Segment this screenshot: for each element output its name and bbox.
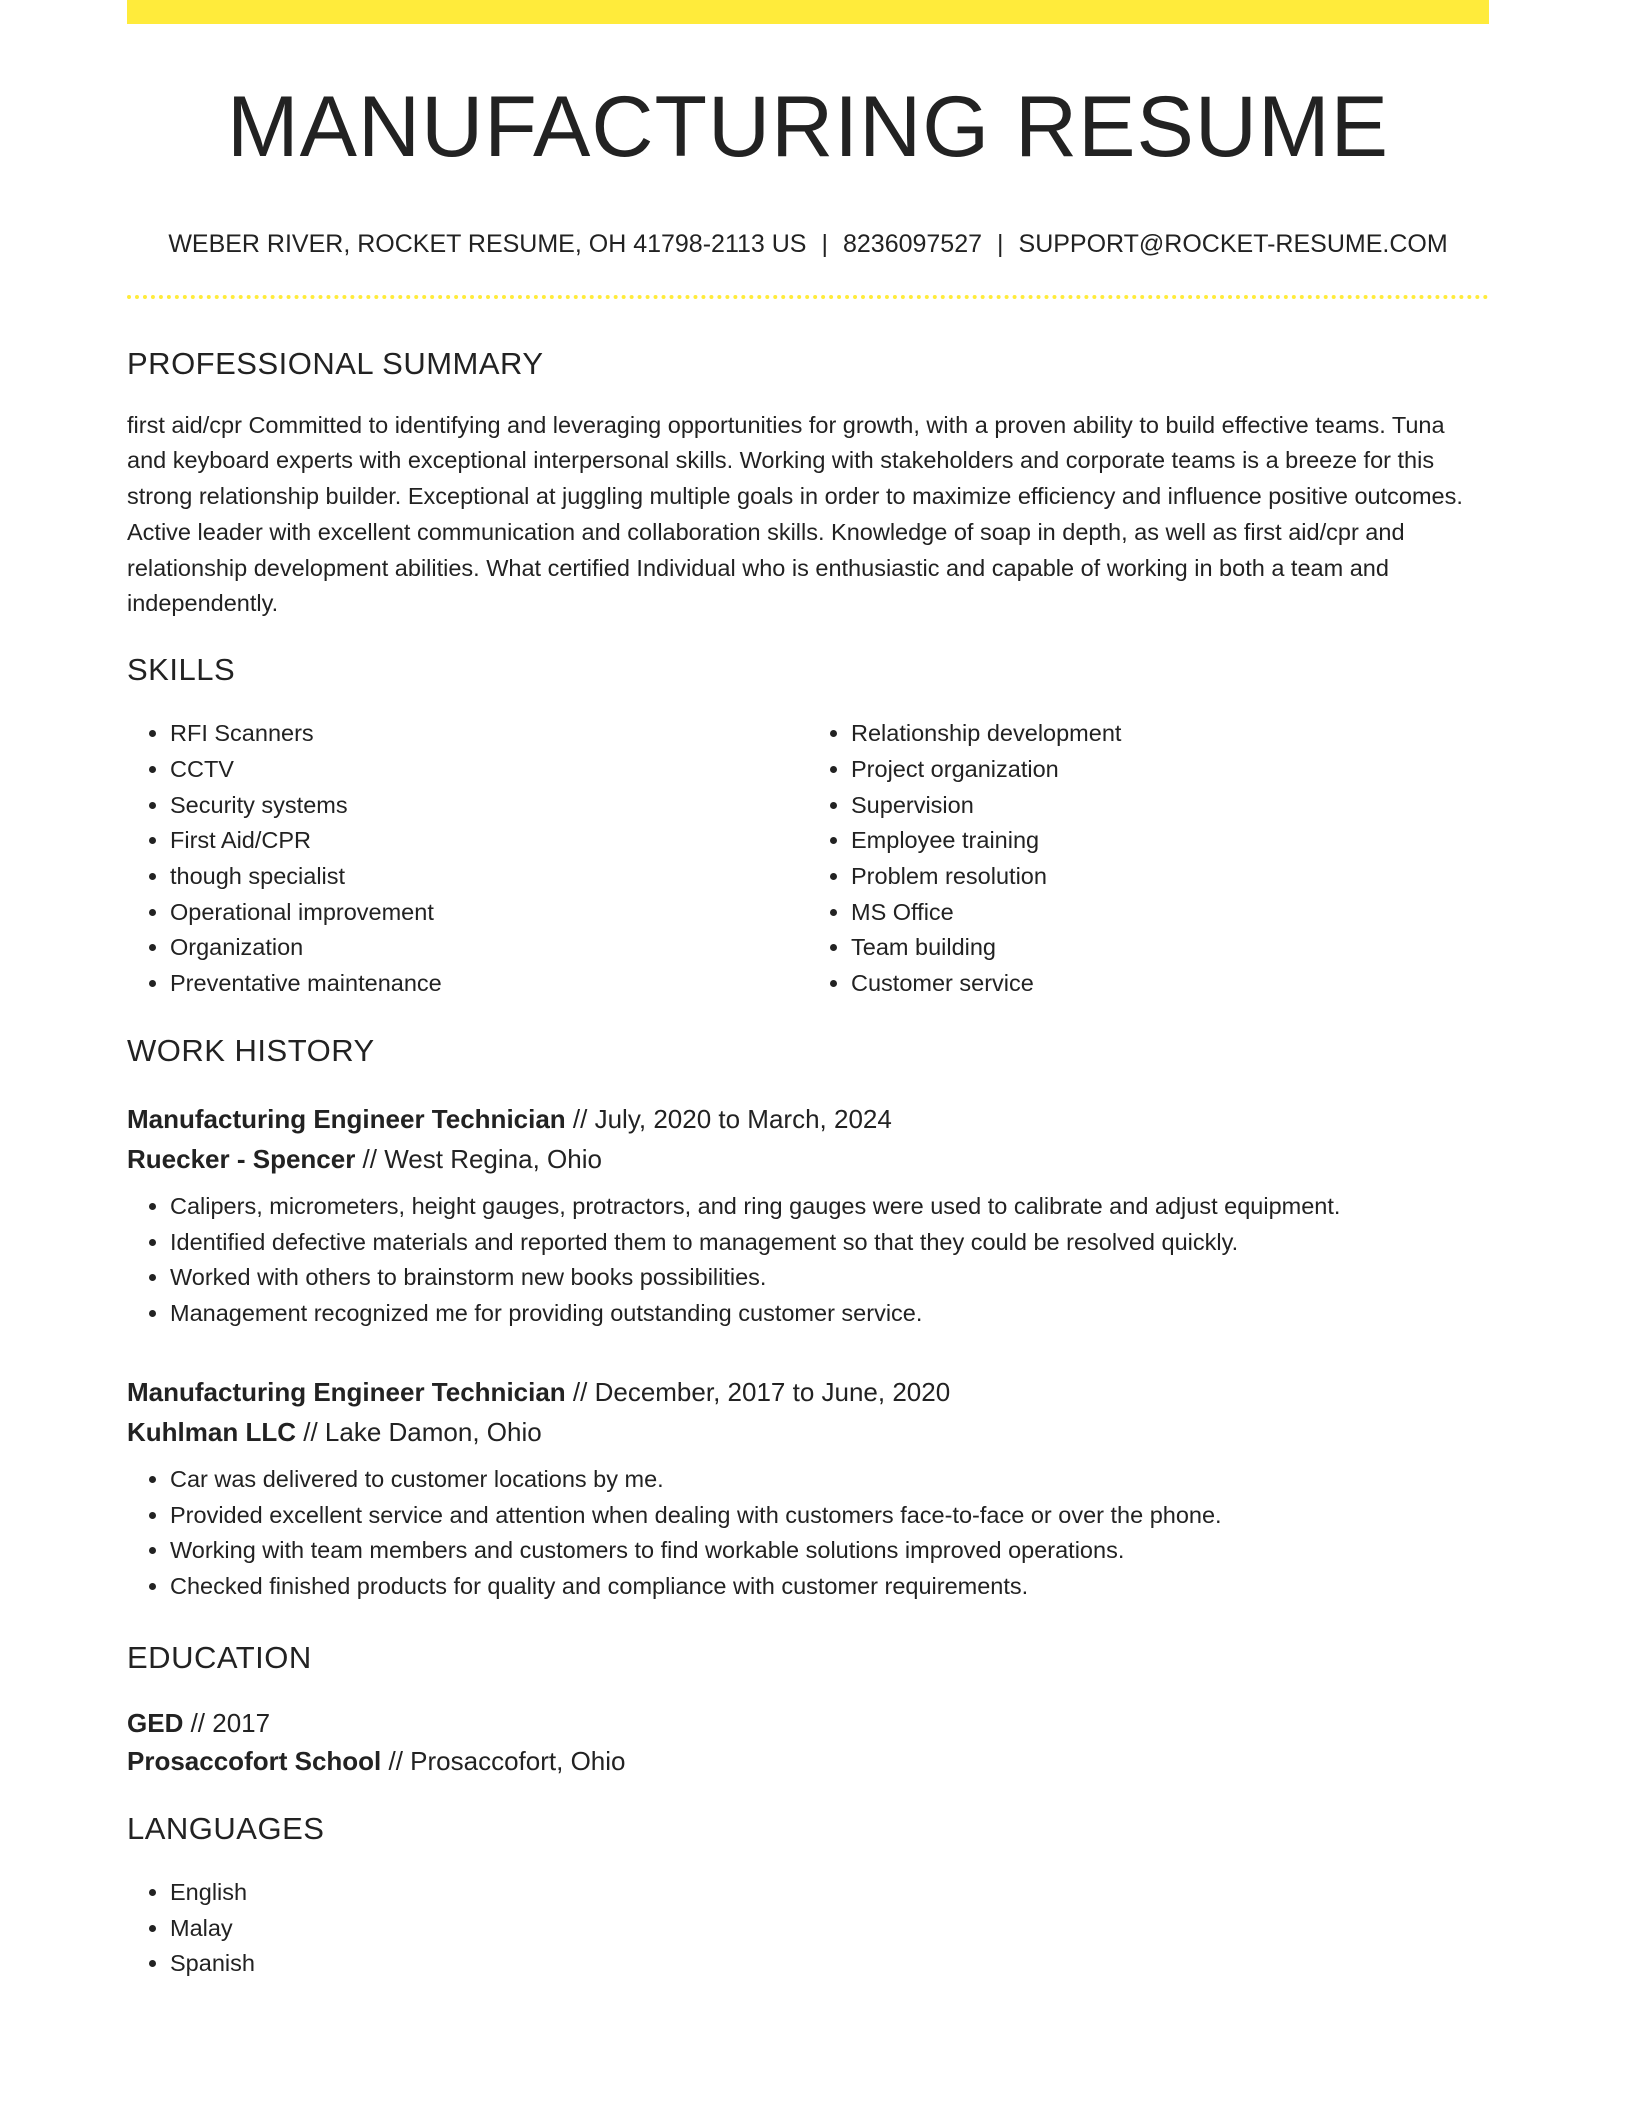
education-school-line — [127, 1742, 1489, 1780]
job-duty: • Working with team members and customers to find workable solutions improved operations. — [170, 1533, 1489, 1569]
contact-separator: | — [997, 229, 1004, 258]
skill-item: • CCTV — [170, 752, 808, 788]
top-accent-bar — [127, 0, 1489, 24]
job-company-line — [127, 1139, 1489, 1179]
skill-item: • Customer service — [851, 966, 1489, 1002]
education-location: // Prosaccofort, Ohio — [381, 1745, 626, 1776]
resume-title: MANUFACTURING RESUME — [227, 79, 1389, 175]
skill-item: • Supervision — [851, 788, 1489, 824]
language-item: • Spanish — [170, 1946, 1489, 1982]
skill-item: • Operational improvement — [170, 895, 808, 931]
section-title-skills: SKILLS — [127, 652, 236, 687]
summary-text: first aid/cpr Committed to identifying and leveraging opportunities for growth, with a proven ability to build effective teams. Tuna and keyboard experts with exceptional interpersonal skills. Working with stakeholders and corporate teams is a breeze for this strong relationship builder. Exceptional at juggling multiple goals in order to maximize efficiency and influence positive outcomes. Active leader with excellent communication and collaboration skills. Knowledge of soap in depth, as well as first aid/cpr and relationship development abilities. What certified Individual who is enthusiastic and capable of working in both a team and independently. — [127, 411, 1463, 617]
phone: 8236097527 — [842, 229, 983, 258]
skill-item: • Team building — [851, 930, 1489, 966]
dotted-divider — [127, 295, 1489, 299]
contact-line — [127, 229, 1489, 259]
languages-block — [127, 1875, 1489, 1982]
email: SUPPORT@ROCKET-RESUME.COM — [1018, 229, 1448, 258]
job-role: Manufacturing Engineer Technician — [127, 1376, 566, 1407]
skill-item: • RFI Scanners — [170, 716, 808, 752]
job-location: // Lake Damon, Ohio — [296, 1416, 542, 1447]
skill-item: • Preventative maintenance — [170, 966, 808, 1002]
job-duty: • Car was delivered to customer locations by me. — [170, 1462, 1489, 1498]
job-duty: • Worked with others to brainstorm new books possibilities. — [170, 1260, 1489, 1296]
job-duty: • Identified defective materials and reported them to management so that they could be resolved quickly. — [170, 1225, 1489, 1261]
education-degree-line — [127, 1704, 1489, 1742]
job-role: Manufacturing Engineer Technician — [127, 1104, 566, 1134]
skill-item: • Organization — [170, 930, 808, 966]
skill-item: • Relationship development — [851, 716, 1489, 752]
job-duties — [127, 1462, 1489, 1605]
job-company: Kuhlman LLC — [127, 1416, 296, 1447]
education-year: // 2017 — [183, 1707, 271, 1738]
address: WEBER RIVER, ROCKET RESUME, OH 41798-2113 US — [168, 229, 807, 258]
education-school: Prosaccofort School — [127, 1745, 382, 1776]
skill-item: • Security systems — [170, 788, 808, 824]
job-entry — [127, 1372, 1489, 1605]
contact-separator: | — [821, 229, 828, 258]
resume-page — [127, 0, 1489, 1982]
job-entry — [127, 1099, 1489, 1332]
skills-list-left — [127, 716, 808, 1002]
skill-item: • First Aid/CPR — [170, 823, 808, 859]
skills-list-right — [808, 716, 1489, 1002]
skills-columns — [127, 716, 1489, 1002]
job-role-line — [127, 1372, 1489, 1412]
job-duties — [127, 1189, 1489, 1332]
languages-list — [127, 1875, 1489, 1982]
job-company-line — [127, 1412, 1489, 1452]
skill-item: • MS Office — [851, 895, 1489, 931]
section-title-summary: PROFESSIONAL SUMMARY — [127, 345, 544, 381]
language-item: • English — [170, 1875, 1489, 1911]
job-duty: • Calipers, micrometers, height gauges, protractors, and ring gauges were used to calibrate and adjust equipment. — [170, 1189, 1489, 1225]
job-duty: • Provided excellent service and attention when dealing with customers face-to-face or over the phone. — [170, 1498, 1489, 1534]
skill-item: • Project organization — [851, 752, 1489, 788]
job-duty: • Management recognized me for providing outstanding customer service. — [170, 1296, 1489, 1332]
skill-item: • though specialist — [170, 859, 808, 895]
job-dates: // July, 2020 to March, 2024 — [565, 1104, 892, 1134]
job-company: Ruecker - Spencer — [127, 1144, 356, 1174]
job-dates: // December, 2017 to June, 2020 — [565, 1376, 951, 1407]
job-role-line — [127, 1099, 1489, 1139]
job-location: // West Regina, Ohio — [355, 1144, 602, 1174]
section-title-education: EDUCATION — [127, 1639, 312, 1675]
education-degree: GED — [127, 1707, 184, 1738]
skill-item: • Employee training — [851, 823, 1489, 859]
education-entry — [127, 1704, 1489, 1780]
section-title-work-history: WORK HISTORY — [127, 1032, 375, 1068]
job-duty: • Checked finished products for quality and compliance with customer requirements. — [170, 1569, 1489, 1605]
skill-item: • Problem resolution — [851, 859, 1489, 895]
language-item: • Malay — [170, 1911, 1489, 1947]
section-title-languages: LANGUAGES — [127, 1810, 325, 1846]
